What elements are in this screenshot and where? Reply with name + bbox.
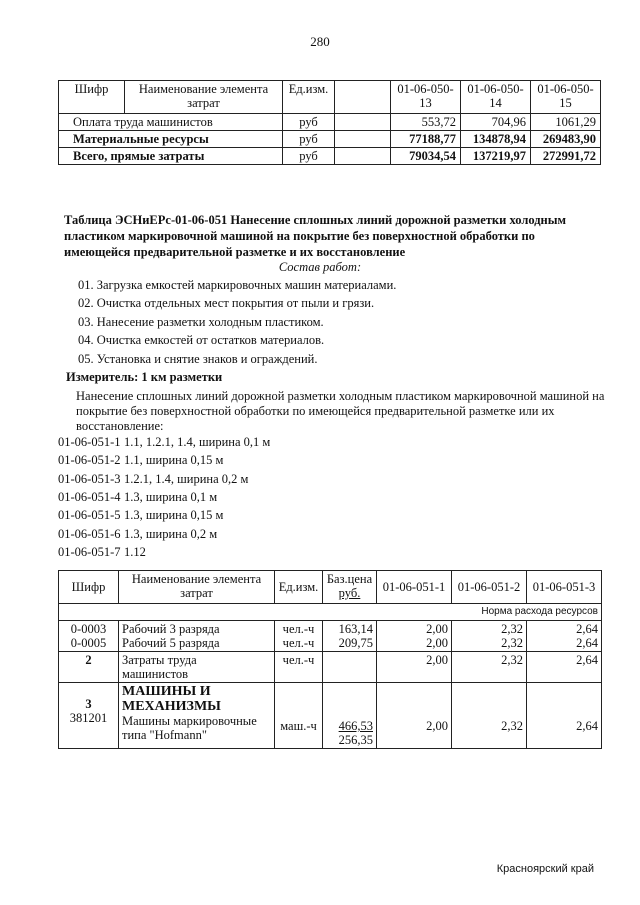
- code-id: 01-06-051-7: [58, 545, 121, 559]
- row-value: 269483,90: [531, 131, 601, 148]
- code-text: 1.2.1, 1.4, ширина 0,2 м: [124, 472, 249, 486]
- code-line: [58, 544, 146, 561]
- row-value: 553,72: [391, 114, 461, 131]
- row-unit: чел.-ч: [275, 652, 323, 683]
- row-name: Оплата труда машинистов: [59, 114, 283, 131]
- work-item: 01. Загрузка емкостей маркировочных машин материалами.: [78, 278, 397, 292]
- row-value: 79034,54: [391, 148, 461, 165]
- code-line: [58, 489, 217, 506]
- code-id: 01-06-051-2: [58, 453, 121, 467]
- row-empty: [335, 148, 391, 165]
- row-code: 0-0003 0-0005: [59, 621, 119, 652]
- work-item: 05. Установка и снятие знаков и ограждений.: [78, 352, 318, 366]
- code-text: 1.3, ширина 0,1 м: [124, 490, 218, 504]
- header-col-3: 01-06-051-3: [527, 571, 602, 604]
- header-col-1: 01-06-051-1: [377, 571, 452, 604]
- top-cost-table: [58, 80, 601, 165]
- code-id: 01-06-051-4: [58, 490, 121, 504]
- header-code: Шифр: [59, 81, 125, 114]
- table-row: [59, 683, 602, 749]
- code-line: [58, 434, 270, 451]
- row-value: 2,64: [527, 652, 602, 683]
- row-base: 466,53 256,35: [323, 683, 377, 749]
- row-unit: чел.-ч чел.-ч: [275, 621, 323, 652]
- row-value: 2,64 2,64: [527, 621, 602, 652]
- row-value: 2,00 2,00: [377, 621, 452, 652]
- norm-spacer: [59, 604, 377, 621]
- table-row: [59, 114, 601, 131]
- header-name: Наименование элемента затрат: [125, 81, 283, 114]
- work-item: 02. Очистка отдельных мест покрытия от пыли и грязи.: [78, 296, 375, 310]
- table-row: [59, 131, 601, 148]
- row-empty: [335, 114, 391, 131]
- code-text: 1.3, ширина 0,2 м: [124, 527, 218, 541]
- norm-row: [59, 604, 602, 621]
- row-unit: руб: [283, 131, 335, 148]
- code-text: 1.1, ширина 0,15 м: [124, 453, 224, 467]
- header-empty: [335, 81, 391, 114]
- norm-table: [58, 570, 602, 749]
- work-item: 04. Очистка емкостей от остатков материалов.: [78, 333, 325, 347]
- row-unit: маш.-ч: [275, 683, 323, 749]
- top-table-header: [59, 81, 601, 114]
- row-unit: руб: [283, 114, 335, 131]
- row-value: 2,00: [377, 652, 452, 683]
- row-value: 704,96: [461, 114, 531, 131]
- code-line: [58, 507, 223, 524]
- norm-table-header: [59, 571, 602, 604]
- header-col-13: 01-06-050- 13: [391, 81, 461, 114]
- header-code: Шифр: [59, 571, 119, 604]
- sostav-label: Состав работ:: [278, 260, 362, 274]
- code-id: 01-06-051-6: [58, 527, 121, 541]
- header-base: Баз.цена руб.: [323, 571, 377, 604]
- description: Нанесение сплошных линий дорожной разметки холодным пластиком маркировочной машиной на покрытие без поверхностной обработки по имеющейся предварительной разметке или их восстановление:: [76, 389, 605, 433]
- row-value: 2,32: [452, 683, 527, 749]
- row-name: Материальные ресурсы: [59, 131, 283, 148]
- row-code: 3 381201: [59, 683, 119, 749]
- header-col-14: 01-06-050- 14: [461, 81, 531, 114]
- code-text: 1.1, 1.2.1, 1.4, ширина 0,1 м: [124, 435, 271, 449]
- header-name: Наименование элемента затрат: [119, 571, 275, 604]
- code-id: 01-06-051-3: [58, 472, 121, 486]
- work-item: 03. Нанесение разметки холодным пластиком.: [78, 315, 324, 329]
- code-id: 01-06-051-1: [58, 435, 121, 449]
- norm-label: Норма расхода ресурсов: [377, 604, 602, 621]
- row-value: 137219,97: [461, 148, 531, 165]
- row-value: 2,32: [452, 652, 527, 683]
- header-col-2: 01-06-051-2: [452, 571, 527, 604]
- code-line: [58, 452, 223, 469]
- row-base: [323, 652, 377, 683]
- code-line: [58, 471, 248, 488]
- row-name: МАШИНЫ И МЕХАНИЗМЫ Машины маркировочные типа "Hofmann": [119, 683, 275, 749]
- header-unit: Ед.изм.: [283, 81, 335, 114]
- table-row: [59, 148, 601, 165]
- row-name: Всего, прямые затраты: [59, 148, 283, 165]
- row-code: 2: [59, 652, 119, 683]
- code-id: 01-06-051-5: [58, 508, 121, 522]
- izmeritel: Измеритель: 1 км разметки: [66, 370, 223, 384]
- code-line: [58, 526, 217, 543]
- table-title: Таблица ЭСНиЕРс-01-06-051 Нанесение сплошных линий дорожной разметки холодным пластиком маркировочной машиной на покрытие без поверхностной обработки по имеющейся предварительной разметке и их восстановление: [64, 213, 567, 259]
- row-base: 163,14 209,75: [323, 621, 377, 652]
- row-value: 77188,77: [391, 131, 461, 148]
- header-unit: Ед.изм.: [275, 571, 323, 604]
- table-row: [59, 652, 602, 683]
- row-value: 2,32 2,32: [452, 621, 527, 652]
- row-value: 2,64: [527, 683, 602, 749]
- row-unit: руб: [283, 148, 335, 165]
- row-value: 2,00: [377, 683, 452, 749]
- row-value: 1061,29: [531, 114, 601, 131]
- row-empty: [335, 131, 391, 148]
- page-number: 280: [310, 34, 330, 49]
- row-value: 134878,94: [461, 131, 531, 148]
- code-text: 1.3, ширина 0,15 м: [124, 508, 224, 522]
- header-col-15: 01-06-050- 15: [531, 81, 601, 114]
- footer-region: Красноярский край: [496, 863, 594, 875]
- row-name: Затраты труда машинистов: [119, 652, 275, 683]
- row-value: 272991,72: [531, 148, 601, 165]
- row-name: Рабочий 3 разряда Рабочий 5 разряда: [119, 621, 275, 652]
- table-row: [59, 621, 602, 652]
- code-text: 1.12: [124, 545, 146, 559]
